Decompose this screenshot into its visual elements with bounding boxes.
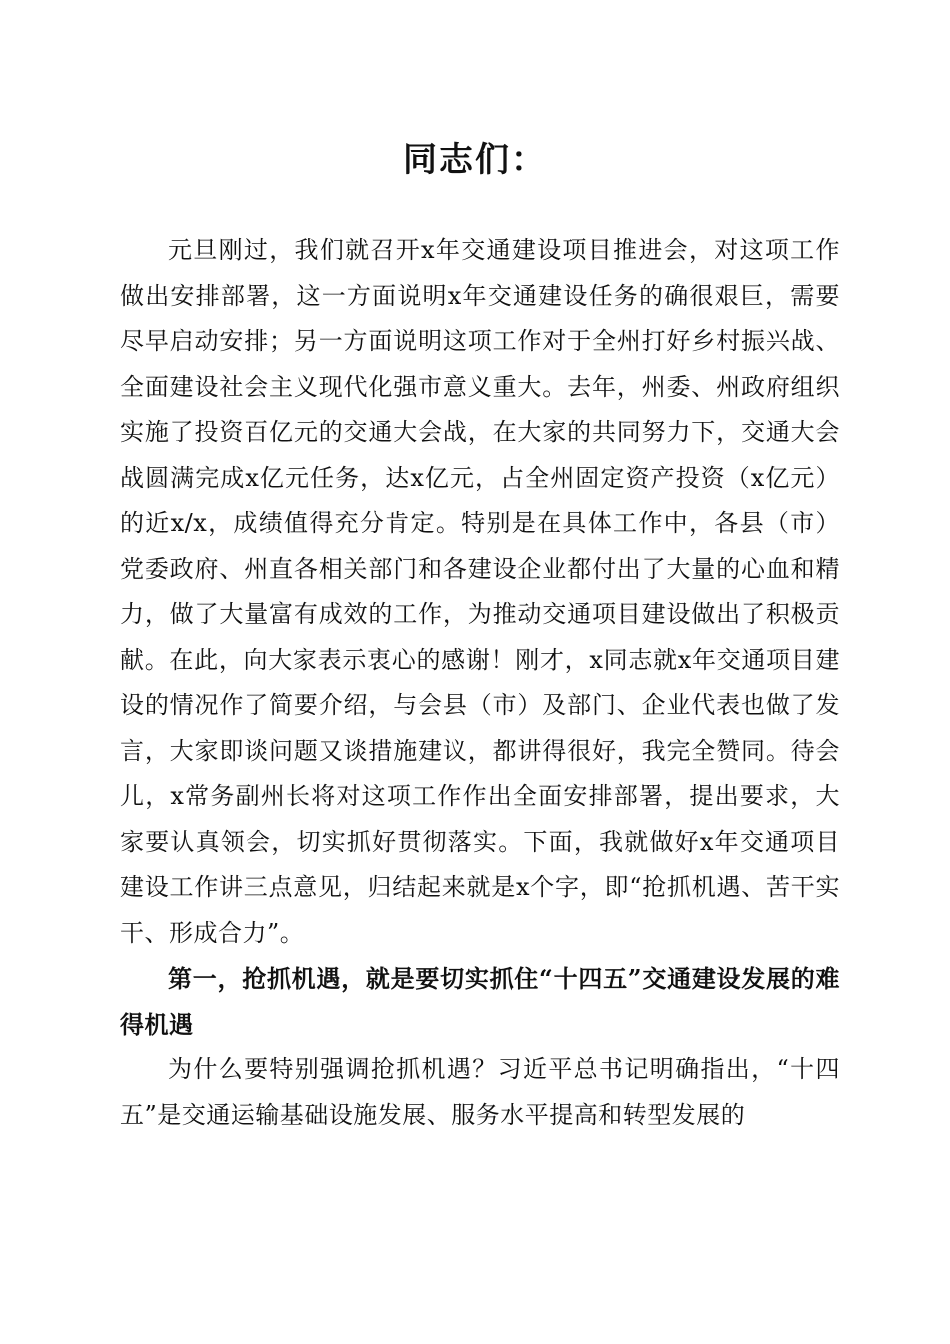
section-heading-first: 第一，抢抓机遇，就是要切实抓住“十四五”交通建设发展的难得机遇 — [120, 964, 840, 1039]
paragraph-intro: 元旦刚过，我们就召开x年交通建设项目推进会，对这项工作做出安排部署，这一方面说明x年交通建设任务的确很艰巨，需要尽早启动安排；另一方面说明这项工作对于全州打好乡村振兴战、全面建设社会主义现代化强市意义重大。去年，州委、州政府组织实施了投资百亿元的交通大会战，在大家的共同努力下，交通大会战圆满完成x亿元任务，达x亿元，占全州固定资产投资（x亿元）的近x/x，成绩值得充分肯定。特别是在具体工作中，各县（市）党委政府、州直各相关部门和各建设企业都付出了大量的心血和精力，做了大量富有成效的工作，为推动交通项目建设做出了积极贡献。在此，向大家表示衷心的感谢！刚才，x同志就x年交通项目建设的情况作了简要介绍，与会县（市）及部门、企业代表也做了发言，大家即谈问题又谈措施建议，都讲得很好，我完全赞同。待会儿，x常务副州长将对这项工作作出全面安排部署，提出要求，大家要认真领会，切实抓好贯彻落实。下面，我就做好x年交通项目建设工作讲三点意见，归结起来就是x个字，即“抢抓机遇、苦干实干、形成合力”。 — [120, 236, 840, 947]
document-body — [120, 228, 840, 1138]
paragraph-section-one: 为什么要特别强调抢抓机遇？习近平总书记明确指出，“十四五”是交通运输基础设施发展、服务水平提高和转型发展的 — [120, 1055, 840, 1129]
document-title: 同志们： — [403, 140, 547, 180]
